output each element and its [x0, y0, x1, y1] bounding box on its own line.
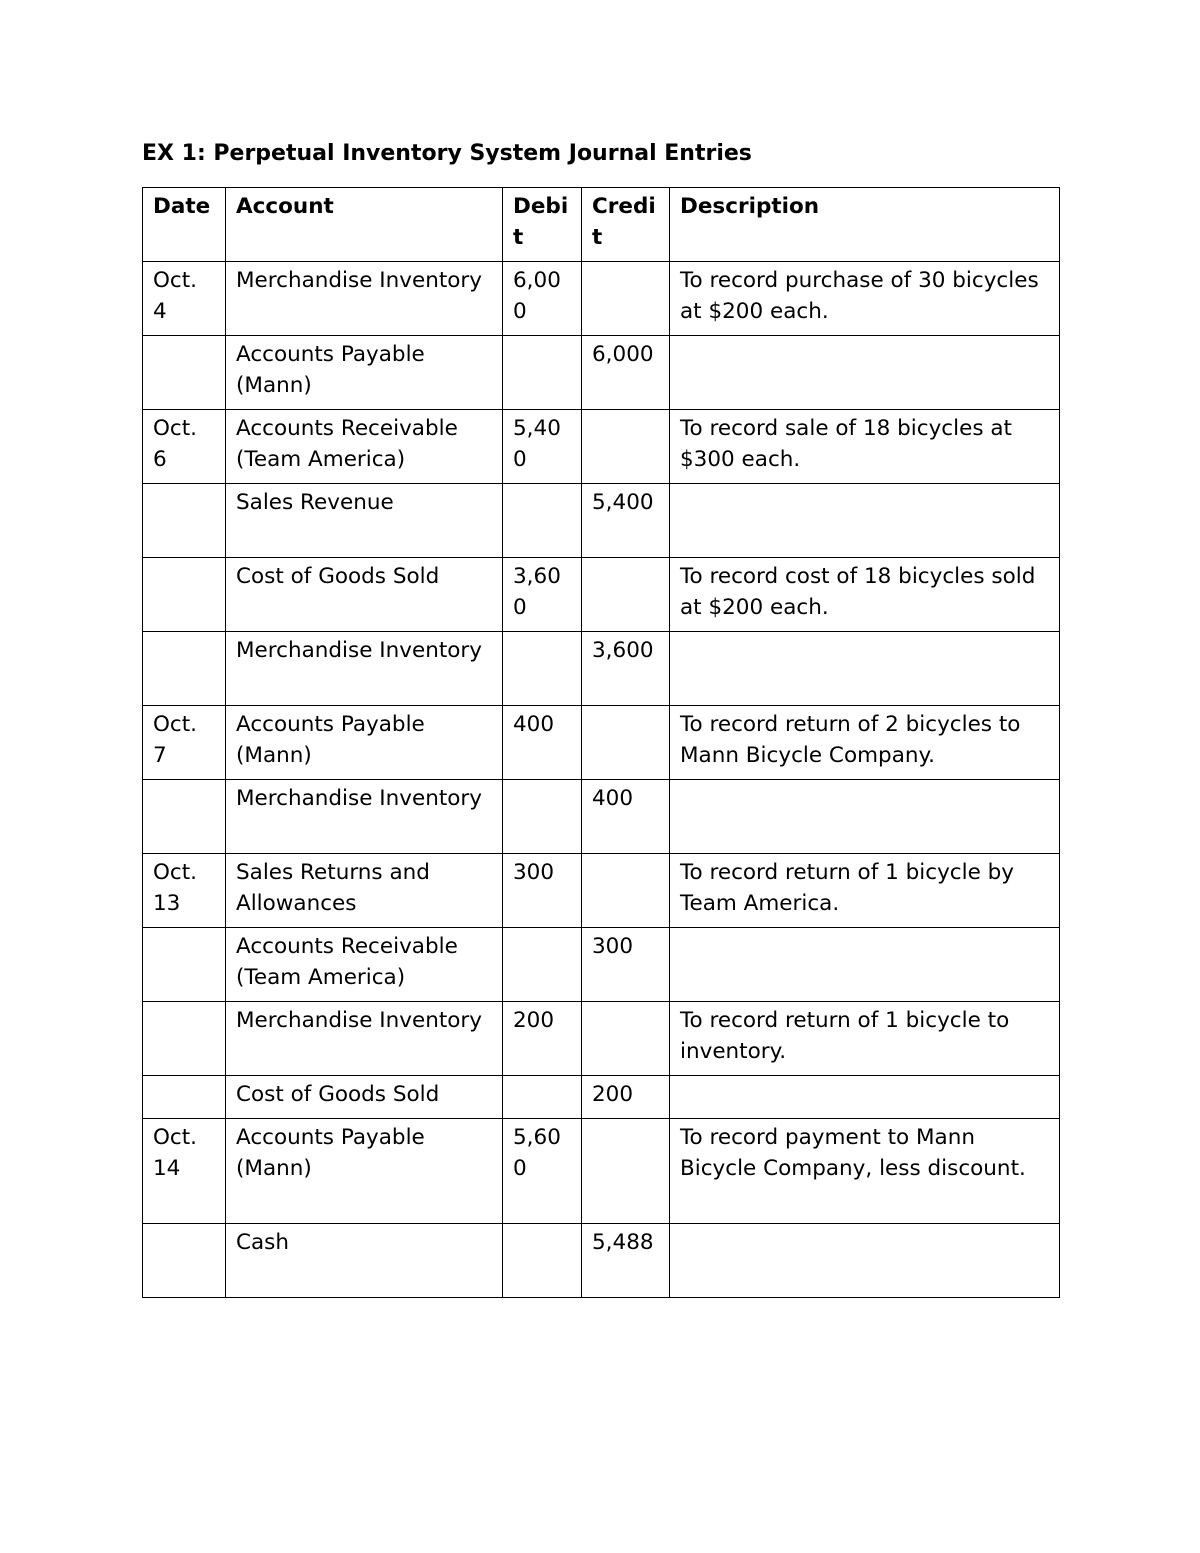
table-row — [143, 1119, 1060, 1224]
cell-date: Oct. 13 — [143, 854, 226, 928]
cell-account: Accounts Payable (Mann) — [226, 336, 503, 410]
table-row — [143, 632, 1060, 706]
table-row — [143, 336, 1060, 410]
cell-account: Merchandise Inventory — [226, 780, 503, 854]
header-debit: Debit — [503, 188, 582, 262]
journal-entries-table — [142, 187, 1060, 1298]
table-row — [143, 1076, 1060, 1119]
cell-description — [670, 928, 1060, 1002]
cell-debit: 6,000 — [503, 262, 582, 336]
cell-credit — [582, 1002, 670, 1076]
cell-account: Accounts Payable (Mann) — [226, 1119, 503, 1224]
cell-credit: 300 — [582, 928, 670, 1002]
cell-account: Accounts Receivable (Team America) — [226, 410, 503, 484]
cell-debit: 5,400 — [503, 410, 582, 484]
cell-credit: 3,600 — [582, 632, 670, 706]
cell-credit: 400 — [582, 780, 670, 854]
header-account: Account — [226, 188, 503, 262]
table-row — [143, 854, 1060, 928]
cell-account: Merchandise Inventory — [226, 632, 503, 706]
cell-date — [143, 928, 226, 1002]
cell-credit: 5,400 — [582, 484, 670, 558]
cell-date — [143, 336, 226, 410]
cell-credit — [582, 262, 670, 336]
cell-date — [143, 558, 226, 632]
cell-description — [670, 1076, 1060, 1119]
cell-debit: 200 — [503, 1002, 582, 1076]
cell-debit — [503, 928, 582, 1002]
cell-description — [670, 632, 1060, 706]
cell-description — [670, 1224, 1060, 1298]
cell-description — [670, 780, 1060, 854]
cell-credit — [582, 558, 670, 632]
cell-description: To record purchase of 30 bicycles at $200 each. — [670, 262, 1060, 336]
table-row — [143, 410, 1060, 484]
header-credit: Credit — [582, 188, 670, 262]
cell-debit: 400 — [503, 706, 582, 780]
cell-description — [670, 336, 1060, 410]
cell-credit — [582, 854, 670, 928]
table-row — [143, 1224, 1060, 1298]
cell-credit — [582, 1119, 670, 1224]
cell-date — [143, 484, 226, 558]
header-date: Date — [143, 188, 226, 262]
table-row — [143, 1002, 1060, 1076]
table-row — [143, 928, 1060, 1002]
cell-account: Cash — [226, 1224, 503, 1298]
header-description: Description — [670, 188, 1060, 262]
cell-description: To record sale of 18 bicycles at $300 each. — [670, 410, 1060, 484]
table-row — [143, 706, 1060, 780]
cell-debit — [503, 484, 582, 558]
cell-date: Oct. 7 — [143, 706, 226, 780]
cell-date — [143, 1002, 226, 1076]
table-row — [143, 558, 1060, 632]
cell-account: Cost of Goods Sold — [226, 1076, 503, 1119]
cell-account: Merchandise Inventory — [226, 262, 503, 336]
cell-account: Accounts Receivable (Team America) — [226, 928, 503, 1002]
cell-account: Accounts Payable (Mann) — [226, 706, 503, 780]
cell-account: Sales Revenue — [226, 484, 503, 558]
cell-debit — [503, 1076, 582, 1119]
table-row — [143, 262, 1060, 336]
cell-description: To record return of 2 bicycles to Mann Bicycle Company. — [670, 706, 1060, 780]
table-row — [143, 780, 1060, 854]
cell-date: Oct. 14 — [143, 1119, 226, 1224]
cell-credit: 6,000 — [582, 336, 670, 410]
cell-description: To record cost of 18 bicycles sold at $200 each. — [670, 558, 1060, 632]
cell-credit: 5,488 — [582, 1224, 670, 1298]
cell-debit: 3,600 — [503, 558, 582, 632]
page-title: EX 1: Perpetual Inventory System Journal Entries — [142, 141, 752, 166]
table-header-row — [143, 188, 1060, 262]
cell-debit — [503, 336, 582, 410]
cell-debit: 300 — [503, 854, 582, 928]
table-row — [143, 484, 1060, 558]
cell-account: Cost of Goods Sold — [226, 558, 503, 632]
cell-date — [143, 1224, 226, 1298]
cell-credit — [582, 706, 670, 780]
cell-account: Merchandise Inventory — [226, 1002, 503, 1076]
cell-date — [143, 632, 226, 706]
cell-description: To record return of 1 bicycle by Team America. — [670, 854, 1060, 928]
cell-debit: 5,600 — [503, 1119, 582, 1224]
cell-credit: 200 — [582, 1076, 670, 1119]
cell-date — [143, 1076, 226, 1119]
cell-debit — [503, 780, 582, 854]
cell-account: Sales Returns and Allowances — [226, 854, 503, 928]
cell-description: To record payment to Mann Bicycle Company, less discount. — [670, 1119, 1060, 1224]
cell-description: To record return of 1 bicycle to inventory. — [670, 1002, 1060, 1076]
cell-date: Oct. 4 — [143, 262, 226, 336]
cell-description — [670, 484, 1060, 558]
cell-date: Oct. 6 — [143, 410, 226, 484]
cell-credit — [582, 410, 670, 484]
cell-date — [143, 780, 226, 854]
cell-debit — [503, 1224, 582, 1298]
cell-debit — [503, 632, 582, 706]
